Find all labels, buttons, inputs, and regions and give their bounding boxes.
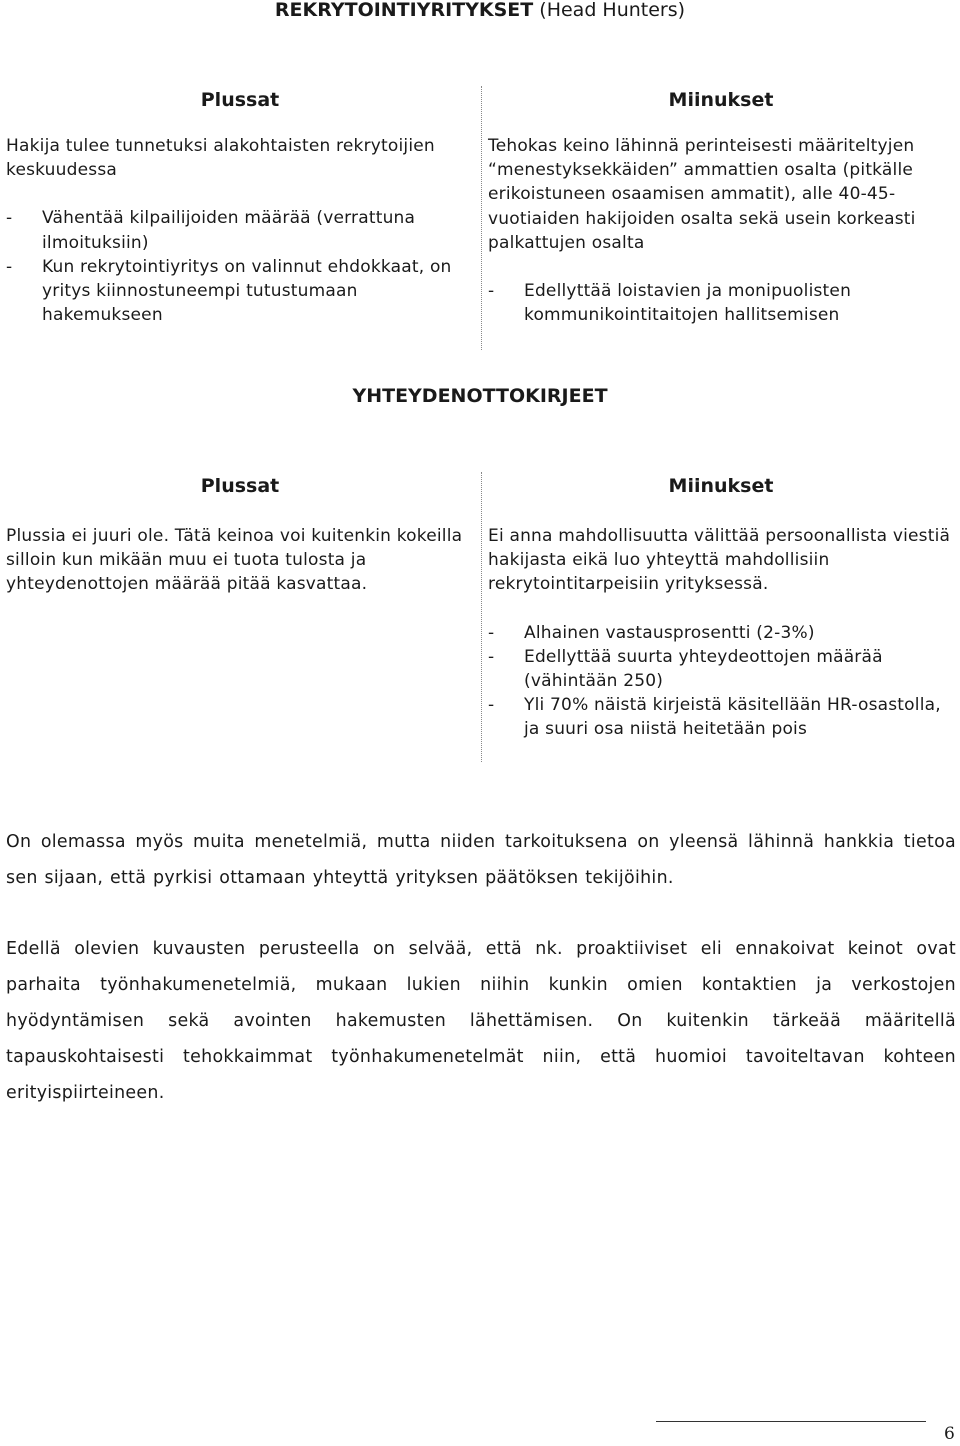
list-item: - Kun rekrytointiyritys on valinnut ehdokkaat, on yritys kiinnostuneempi tutustumaan hakemukseen [6,256,452,326]
section1-minus-intro: Tehokas keino lähinnä perinteisesti määriteltyjen “menestyksekkäiden” ammattien osalta (pitkälle erikoistuneen osaamisen ammatit), alle 40-45-vuotiaiden hakijoiden osalta sekä usein korkeasti palkattujen osalta [488,136,916,253]
section1-minus-column [488,134,954,327]
section1-plus-list [6,206,471,327]
section1-minus-title: Miinukset [668,89,774,111]
list-item-text: Kun rekrytointiyritys on valinnut ehdokkaat, on yritys kiinnostuneempi tutustumaan hakemukseen [42,256,452,326]
section2-title: YHTEYDENOTTOKIRJEET [352,385,608,407]
heading-bold: REKRYTOINTIYRITYKSET [274,0,534,21]
list-item: - Edellyttää suurta yhteydeottojen määrää (vähintään 250) [488,646,883,692]
paragraph-conclusion: Edellä olevien kuvausten perusteella on selvää, että nk. proaktiiviset eli ennakoivat keinot ovat parhaita työnhakumenetelmiä, mukaan lukien niihin kunkin omien kontaktien ja verkostojen hyödyntämisen sekä avointen hakemusten lähettämisen. On kuitenkin tärkeää määritellä tapauskohtaisesti tehokkaimmat työnhakumenetelmät niin, että huomioi tavoiteltavan kohteen erityispiirteineen. [6,939,956,1103]
section1-column-divider [481,86,482,350]
section1-minus-list [488,279,954,327]
list-item: - Edellyttää loistavien ja monipuolisten kommunikointitaitojen hallitsemisen [488,281,852,326]
section2-minus-title: Miinukset [668,475,774,497]
list-item-text: Vähentää kilpailijoiden määrää (verrattuna ilmoituksiin) [42,208,416,253]
paragraph-other-methods: On olemassa myös muita menetelmiä, mutta niiden tarkoituksena on yleensä lähinnä hankkia tietoa sen sijaan, että pyrkisi ottamaan yhteyttä yrityksen päätöksen tekijöihin. [6,832,956,888]
list-item: - Alhainen vastausprosentti (2-3%) [488,622,815,643]
list-item: - Vähentää kilpailijoiden määrää (verrattuna ilmoituksiin) [6,208,416,253]
section2-minus-intro: Ei anna mahdollisuutta välittää persoonallista viestiä hakijasta eikä luo yhteyttä mahdollisiin rekrytointitarpeisiin yrityksessä. [488,526,951,595]
section1-plus-intro: Hakija tulee tunnetuksi alakohtaisten rekrytoijien keskuudessa [6,136,435,181]
section2-plus-intro: Plussia ei juuri ole. Tätä keinoa voi kuitenkin kokeilla silloin kun mikään muu ei tuota tulosta ja yhteydenottojen määrää pitää kasvattaa. [6,526,463,595]
section2-minus-list [488,621,954,742]
list-item-text: Alhainen vastausprosentti (2-3%) [524,622,815,643]
section1-plus-column [6,134,471,327]
heading-suffix: (Head Hunters) [533,0,686,21]
list-item: - Yli 70% näistä kirjeistä käsitellään HR-osastolla, ja suuri osa niistä heitetään pois [488,695,941,740]
list-item-text: Edellyttää suurta yhteydeottojen määrää (vähintään 250) [524,646,883,692]
page-number: 6 [944,1424,955,1444]
list-item-text: Yli 70% näistä kirjeistä käsitellään HR-osastolla, ja suuri osa niistä heitetään pois [524,695,941,740]
section2-column-divider [481,472,482,762]
page-heading [0,0,960,22]
section1-plus-title: Plussat [200,89,280,111]
section2-plus-title: Plussat [200,475,280,497]
section2-minus-column [488,524,954,742]
list-item-text: Edellyttää loistavien ja monipuolisten kommunikointitaitojen hallitsemisen [524,281,852,326]
footer-rule [656,1421,926,1422]
section2-plus-column [6,524,474,597]
